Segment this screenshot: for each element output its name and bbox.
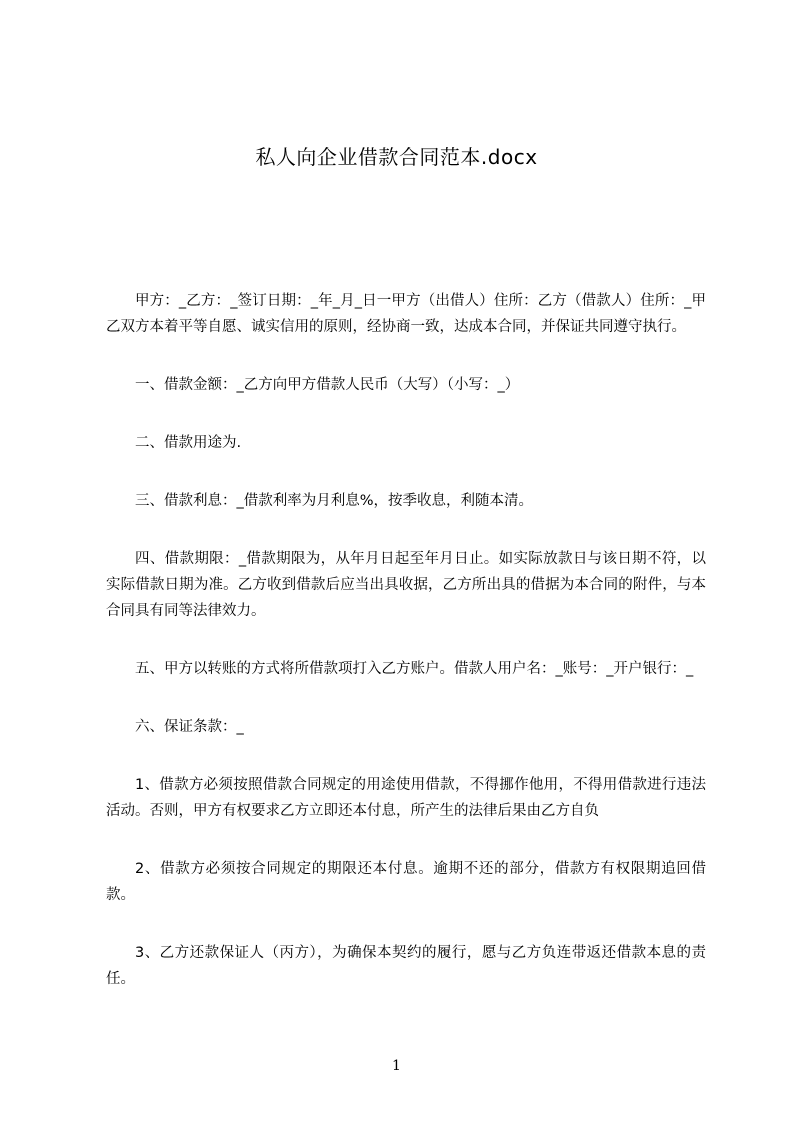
paragraph-loan-amount: 一、借款金额：_乙方向甲方借款人民币（大写）（小写：_） xyxy=(135,377,520,393)
paragraph-parties: 甲方：_乙方：_签订日期：_年_月_日一甲方（出借人）住所：乙方（借款人）住所：_甲乙双方本着平等自愿、诚实信用的原则，经协商一致，达成本合同，并保证共同遵守执行。 xyxy=(106,293,706,335)
paragraph-loan-interest: 三、借款利息：_借款利率为月利息%，按季收息，利随本清。 xyxy=(135,493,534,509)
page-number: 1 xyxy=(392,1058,401,1074)
document-title: 私人向企业借款合同范本.docx xyxy=(255,145,538,169)
paragraph-loan-term: 四、借款期限：_借款期限为，从年月日起至年月日止。如实际放款日与该日期不符，以实际借款日期为准。乙方收到借款后应当出具收据，乙方所出具的借据为本合同的附件，与本合同具有同等法律效力。 xyxy=(106,551,706,619)
paragraph-transfer-account: 五、甲方以转账的方式将所借款项打入乙方账户。借款人用户名：_账号：_开户银行：_ xyxy=(135,661,694,677)
paragraph-guarantee-clause: 六、保证条款：_ xyxy=(135,719,244,735)
paragraph-clause-2: 2、借款方必须按合同规定的期限还本付息。逾期不还的部分，借款方有权限期追回借款。 xyxy=(106,861,706,903)
document-body xyxy=(106,288,706,1024)
paragraph-loan-purpose: 二、借款用途为. xyxy=(135,435,242,451)
paragraph-clause-1: 1、借款方必须按照借款合同规定的用途使用借款，不得挪作他用，不得用借款进行违法活动。否则，甲方有权要求乙方立即还本付息，所产生的法律后果由乙方自负 xyxy=(106,777,706,819)
paragraph-clause-3: 3、乙方还款保证人（丙方），为确保本契约的履行，愿与乙方负连带返还借款本息的责任。 xyxy=(106,945,706,987)
